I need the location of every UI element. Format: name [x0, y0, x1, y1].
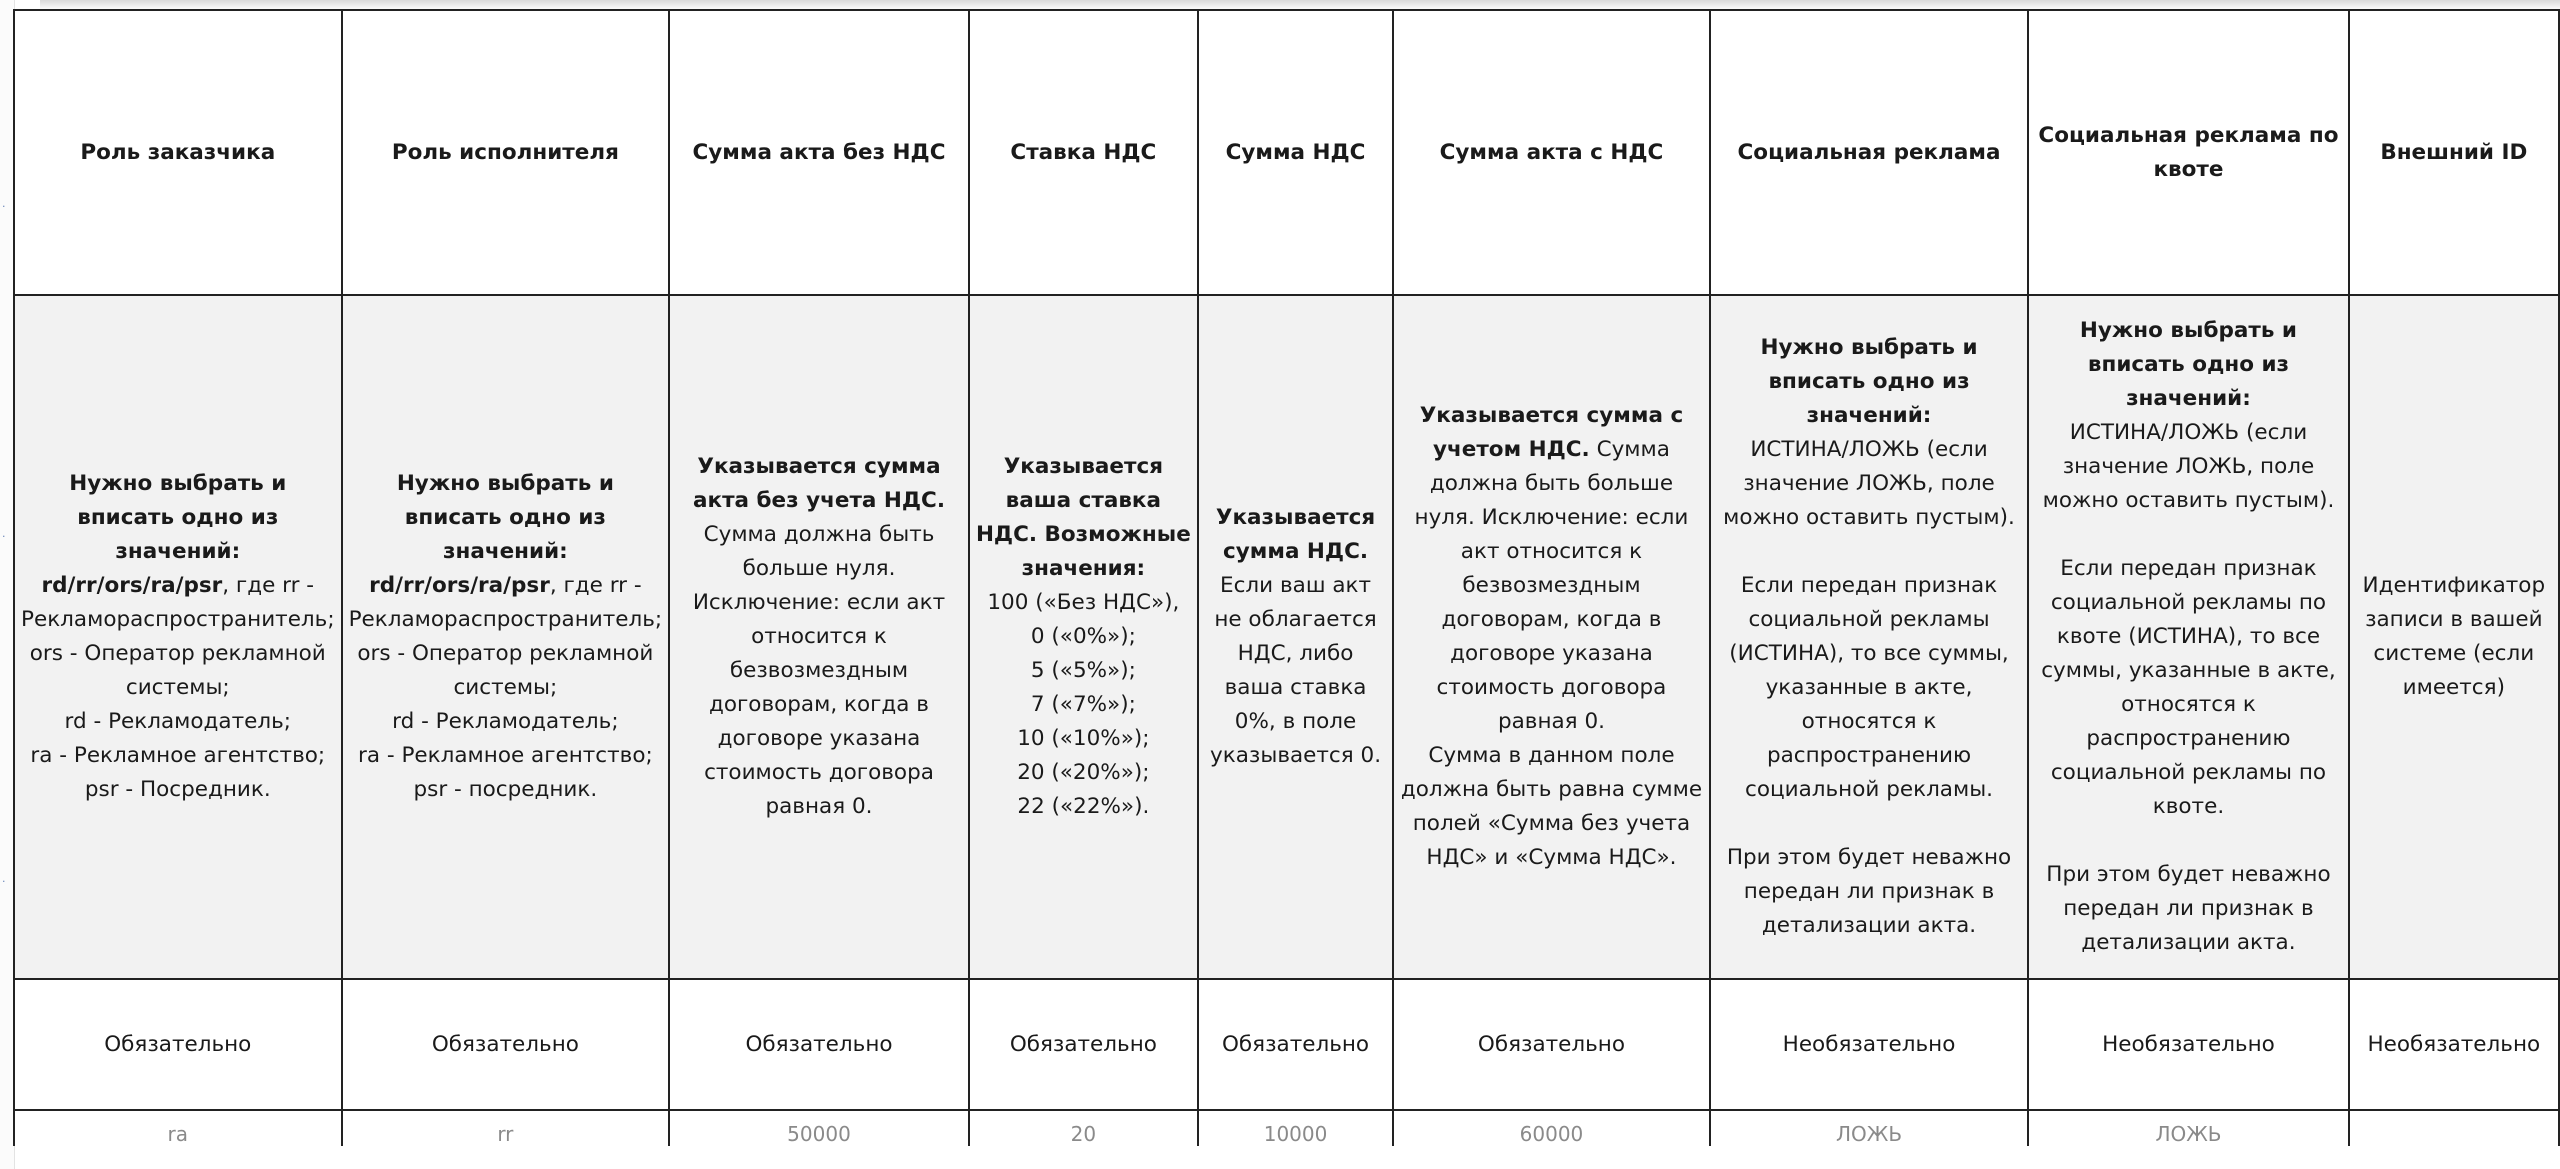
header-cell-vat-amount[interactable]: Сумма НДС	[1198, 10, 1393, 295]
sample-cell[interactable]: rr	[342, 1110, 670, 1146]
required-cell[interactable]: Необязательно	[2349, 979, 2559, 1110]
sample-cell[interactable]	[2349, 1110, 2559, 1146]
sample-cell[interactable]: 60000	[1393, 1110, 1710, 1146]
header-cell-social-ad[interactable]: Социальная реклама	[1710, 10, 2029, 295]
desc-text: 100 («Без НДС»), 0 («0%»); 5 («5%»); 7 («7%»); 10 («10%»); 20 («20%»); 22 («22%»).	[987, 590, 1180, 819]
sample-cell[interactable]: 20	[969, 1110, 1198, 1146]
desc-bold: Нужно выбрать и вписать одно из значений:	[2079, 318, 2297, 411]
required-row	[14, 979, 2559, 1110]
header-cell-customer-role[interactable]: Роль заказчика	[14, 10, 342, 295]
desc-text: Если ваш акт не облагается НДС, либо ваша ставка 0%, в поле указывается 0.	[1210, 573, 1382, 768]
required-cell[interactable]: Обязательно	[1198, 979, 1393, 1110]
gutter-mark: ·	[2, 530, 6, 543]
description-row	[14, 295, 2559, 979]
sample-cell[interactable]: ЛОЖЬ	[2028, 1110, 2348, 1146]
desc-bold: Указывается сумма с учетом НДС.	[1419, 403, 1684, 462]
header-cell-vat-rate[interactable]: Ставка НДС	[969, 10, 1198, 295]
desc-cell-amount-without-vat[interactable]	[669, 295, 969, 979]
required-cell[interactable]: Обязательно	[969, 979, 1198, 1110]
gutter-mark: ·	[2, 875, 6, 888]
required-cell[interactable]: Обязательно	[342, 979, 670, 1110]
header-cell-external-id[interactable]: Внешний ID	[2349, 10, 2559, 295]
desc-cell-social-ad-quota[interactable]	[2028, 295, 2348, 979]
desc-text: Сумма должна быть больше нуля. Исключение: если акт относится к безвозмездным договорам, когда в договоре указана стоимость договора равная 0. Сумма в данном поле должна быть равна сумме полей «Сумма без учета НДС» и «Сумма НДС».	[1400, 437, 1703, 870]
desc-cell-customer-role[interactable]	[14, 295, 342, 979]
desc-bold: Указывается сумма НДС.	[1215, 505, 1376, 564]
requirements-table	[13, 9, 2560, 1146]
required-cell[interactable]: Обязательно	[1393, 979, 1710, 1110]
desc-text: , где rr - Рекламораспространитель; ors - Оператор рекламной системы; rd - Рекламодатель; ra - Рекламное агентство; psr - посредник.	[348, 573, 663, 802]
desc-text: ИСТИНА/ЛОЖЬ (если значение ЛОЖЬ, поле можно оставить пустым). Если передан признак социальной рекламы по квоте (ИСТИНА), то все суммы, указанные в акте, относятся к распространению социальной рекламы по квоте. При этом будет неважно передан ли признак в детализации акта.	[2041, 420, 2336, 955]
sample-cell[interactable]: ra	[14, 1110, 342, 1146]
header-cell-amount-without-vat[interactable]: Сумма акта без НДС	[669, 10, 969, 295]
desc-bold: Нужно выбрать и вписать одно из значений: rd/rr/ors/ra/psr	[369, 471, 614, 598]
header-cell-amount-with-vat[interactable]: Сумма акта с НДС	[1393, 10, 1710, 295]
desc-text: Идентификатор записи в вашей системе (если имеется)	[2362, 573, 2546, 700]
header-row	[14, 10, 2559, 295]
desc-text: ИСТИНА/ЛОЖЬ (если значение ЛОЖЬ, поле можно оставить пустым). Если передан признак социальной рекламы (ИСТИНА), то все суммы, указанные в акте, относятся к распространению социальной рекламы. При этом будет неважно передан ли признак в детализации акта.	[1723, 437, 2015, 938]
desc-bold: Указывается ваша ставка НДС. Возможные значения:	[975, 454, 1191, 581]
sample-cell[interactable]: ЛОЖЬ	[1710, 1110, 2029, 1146]
header-cell-contractor-role[interactable]: Роль исполнителя	[342, 10, 670, 295]
desc-cell-contractor-role[interactable]	[342, 295, 670, 979]
required-cell[interactable]: Обязательно	[14, 979, 342, 1110]
desc-bold: Указывается сумма акта без учета НДС.	[692, 454, 945, 513]
desc-text: Сумма должна быть больше нуля. Исключение: если акт относится к безвозмездным договорам, когда в договоре указана стоимость договора равная 0.	[692, 522, 946, 819]
required-cell[interactable]: Необязательно	[1710, 979, 2029, 1110]
desc-cell-vat-rate[interactable]	[969, 295, 1198, 979]
desc-cell-vat-amount[interactable]	[1198, 295, 1393, 979]
required-cell[interactable]: Обязательно	[669, 979, 969, 1110]
header-cell-social-ad-quota[interactable]: Социальная реклама по квоте	[2028, 10, 2348, 295]
desc-text: , где rr - Рекламораспространитель; ors - Оператор рекламной системы; rd - Рекламодатель; ra - Рекламное агентство; psr - Посредник.	[21, 573, 335, 802]
required-cell[interactable]: Необязательно	[2028, 979, 2348, 1110]
desc-bold: Нужно выбрать и вписать одно из значений: rd/rr/ors/ra/psr	[41, 471, 287, 598]
desc-bold: Нужно выбрать и вписать одно из значений:	[1760, 335, 1978, 428]
gutter-mark: ·	[2, 200, 6, 213]
sample-cell[interactable]: 10000	[1198, 1110, 1393, 1146]
desc-cell-external-id[interactable]	[2349, 295, 2559, 979]
sample-row	[14, 1110, 2559, 1146]
desc-cell-social-ad[interactable]	[1710, 295, 2029, 979]
desc-cell-amount-with-vat[interactable]	[1393, 295, 1710, 979]
sample-cell[interactable]: 50000	[669, 1110, 969, 1146]
